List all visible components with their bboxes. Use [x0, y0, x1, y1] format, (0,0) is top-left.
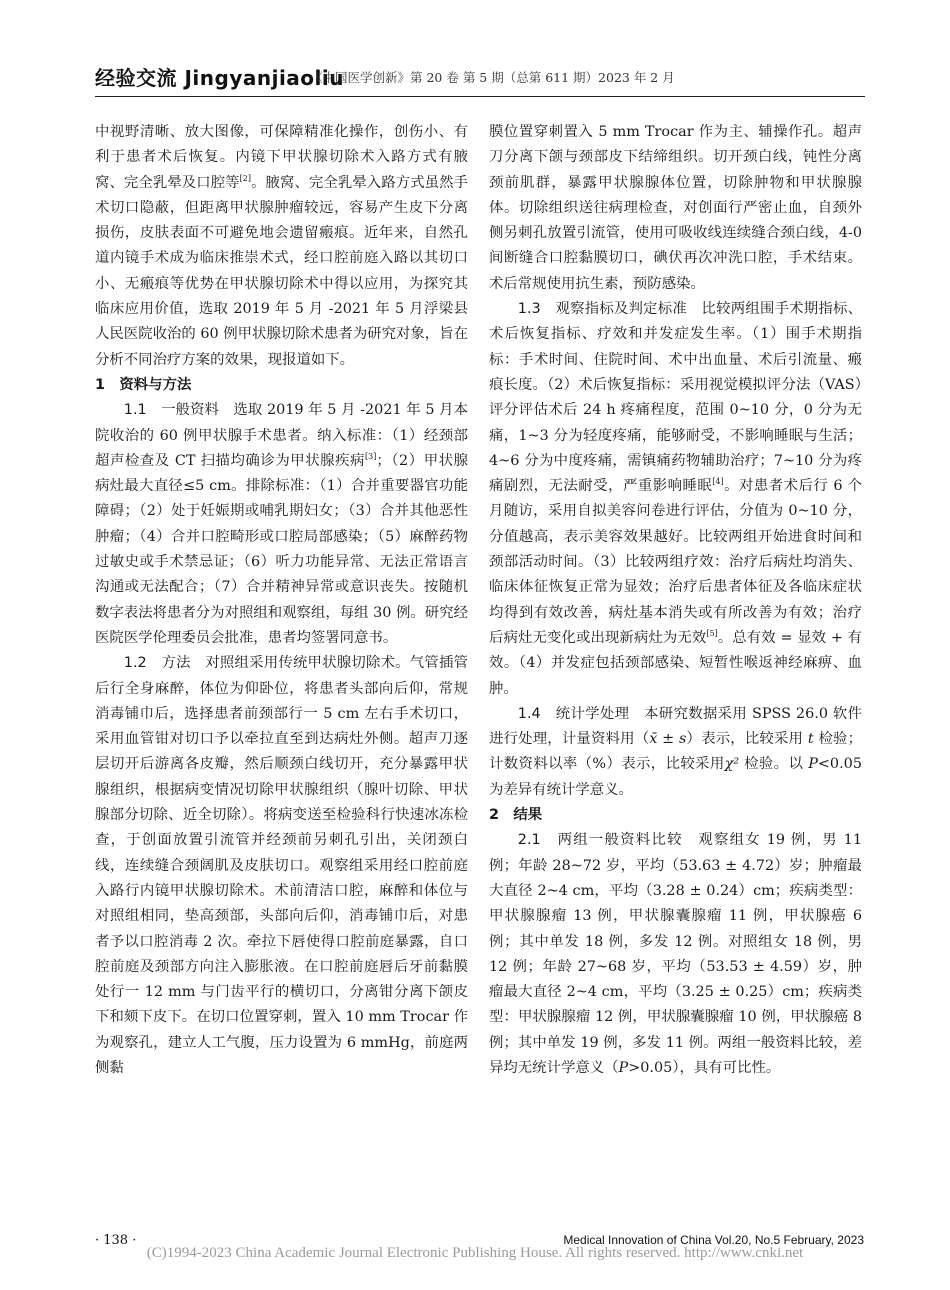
page-number: · 138 ·: [95, 1233, 137, 1248]
subsection-title: 1.1 一般资料: [123, 402, 219, 419]
section-2-1-paragraph: 2.1 两组一般资料比较 观察组女 19 例，男 11 例；年龄 28~72 岁，平均（53.63 ± 4.72）岁；肿瘤最大直径 2~4 cm，平均（3.28 ± 0.24）cm；疾病类型：甲状腺腺瘤 13 例，甲状腺囊腺瘤 11 例，甲状腺癌 6 例；其中单发 18 例，多发 12 例。对照组女 18 例，男 12 例；年龄 27~68 岁，平均（53.53 ± 4.59）岁，肿瘤最大直径 2~4 cm，平均（3.25 ± 0.25）cm；疾病类型：甲状腺腺瘤 12 例，甲状腺囊腺瘤 10 例，甲状腺癌 8 例；其中单发 19 例，多发 11 例。两组一般资料比较，差异均无统计学意义（P>0.05），具有可比性。: [489, 832, 862, 1076]
math-t: t: [807, 731, 814, 748]
method-continued-paragraph: 膜位置穿刺置入 5 mm Trocar 作为主、辅操作孔。超声刀分离下颌与颈部皮下结缔组织。切开颈白线，钝性分离颈前肌群，暴露甲状腺腺体位置，切除肿物和甲状腺腺体。切除组织送往病理检查，对创面行严密止血，自颈外侧另刺孔放置引流管，使用可吸收线连续缝合颈白线，4-0 间断缝合口腔黏膜切口，碘伏再次冲洗口腔，手术结束。术后常规使用抗生素，预防感染。: [489, 124, 862, 292]
subsection-title: 2.1 两组一般资料比较: [517, 832, 683, 849]
math-p: P: [618, 1059, 629, 1076]
copyright-watermark: (C)1994-2023 China Academic Journal Electronic Publishing House. All rights reserved. http://www.cnki.net: [146, 1245, 804, 1261]
header-rule: [95, 96, 865, 97]
citation-ref[interactable]: [2]: [239, 173, 251, 183]
journal-english: Medical Innovation of China Vol.20, No.5 February, 2023: [563, 1233, 864, 1247]
math-p: P: [808, 756, 818, 773]
section-1-2-paragraph: 1.2 方法 对照组采用传统甲状腺切除术。气管插管后行全身麻醉，体位为仰卧位，将患者头部向后仰，常规消毒铺巾后，选择患者前颈部行一 5 cm 左右手术切口，采用血管钳对切口予以牵拉直至到达病灶外侧。超声刀逐层切开后游离各皮瓣，然后顺颈白线切开，充分暴露甲状腺组织，根据病变情况切除甲状腺组织（腺叶切除、甲状腺部分切除、近全切除）。将病变送至检验科行快速冰冻检查，于创面放置引流管并经颈前另刺孔引出，关闭颈白线，连续缝合颈阔肌及皮肤切口。观察组采用经口腔前庭入路行内镜甲状腺切除术。术前清洁口腔，麻醉和体位与对照组相同，垫高颈部，头部向后仰，消毒铺巾后，对患者予以口腔消毒 2 次。牵拉下唇使得口腔前庭暴露，自口腔前庭及颈部方向注入膨胀液。在口腔前庭唇后牙前黏膜处行一 12 mm 与门齿平行的横切口，分离钳分离下颌皮下和颏下皮下。在切口位置穿刺，置入 10 mm Trocar 作为观察孔，建立人工气腹，压力设置为 6 mmHg，前庭两侧黏: [95, 655, 468, 1076]
column-brand: 经验交流 Jingyanjiaoliu: [95, 66, 344, 90]
left-column: [95, 120, 468, 1081]
math-chi-square: χ²: [724, 756, 740, 773]
journal-citation: 《中国医学创新》第 20 卷 第 5 期（总第 611 期）2023 年 2 月: [310, 70, 675, 85]
citation-ref[interactable]: [5]: [706, 629, 718, 639]
subsection-title: 1.4 统计学处理: [517, 705, 630, 722]
subsection-title: 1.3 观察指标及判定标准: [517, 301, 687, 318]
section-heading-methods: 1 资料与方法: [95, 376, 192, 393]
intro-paragraph: 中视野清晰、放大图像，可保障精准化操作，创伤小、有利于患者术后恢复。内镜下甲状腺切除术入路方式有腋窝、完全乳晕及口腔等[2]。腋窝、完全乳晕入路方式虽然手术切口隐蔽，但距离甲状腺肿瘤较远，容易产生皮下分离损伤，皮肤表面不可避免地会遗留瘢痕。近年来，自然孔道内镜手术成为临床推崇术式，经口腔前庭入路以其切口小、无瘢痕等优势在甲状腺切除术中得以应用，为探究其临床应用价值，选取 2019 年 5 月 -2021 年 5 月浮梁县人民医院收治的 60 例甲状腺切除术患者为研究对象，旨在分析不同治疗方案的效果，现报道如下。: [95, 124, 468, 368]
subsection-title: 1.2 方法: [123, 655, 191, 672]
section-heading-results: 2 结果: [489, 807, 543, 824]
page-header: [95, 60, 865, 96]
citation-ref[interactable]: [3]: [365, 452, 377, 462]
section-1-3-paragraph: 1.3 观察指标及判定标准 比较两组围手术期指标、术后恢复指标、疗效和并发症发生率。（1）围手术期指标：手术时间、住院时间、术中出血量、术后引流量、瘢痕长度。（2）术后恢复指标：采用视觉模拟评分法（VAS）评分评估术后 24 h 疼痛程度，范围 0~10 分，0 分为无痛，1~3 分为轻度疼痛，能够耐受，不影响睡眠与生活；4~6 分为中度疼痛，需镇痛药物辅助治疗；7~10 分为疼痛剧烈，无法耐受，严重影响睡眠[4]。对患者术后行 6 个月随访，采用自拟美容问卷进行评估，分值为 0~10 分，分值越高，表示美容效果越好。比较两组开始进食时间和颈部活动时间。（3）比较两组疗效：治疗后病灶均消失、临床体征恢复正常为显效；治疗后患者体征及各临床症状均得到有效改善，病灶基本消失或有所改善为有效；治疗后病灶无变化或出现新病灶为无效[5]。总有效 = 显效 + 有效。（4）并发症包括颈部感染、短暂性喉返神经麻痹、血肿。: [489, 301, 862, 697]
right-column: [489, 120, 862, 1081]
section-1-1-paragraph: 1.1 一般资料 选取 2019 年 5 月 -2021 年 5 月本院收治的 60 例甲状腺手术患者。纳入标准：（1）经颈部超声检查及 CT 扫描均确诊为甲状腺疾病[3]；（2）甲状腺病灶最大直径≤5 cm。排除标准：（1）合并重要器官功能障碍；（2）处于妊娠期或哺乳期妇女；（3）合并其他恶性肿瘤；（4）合并口腔畸形或口腔局部感染；（5）麻醉药物过敏史或手术禁忌证；（6）听力功能异常、无法正常语言沟通或无法配合；（7）合并精神异常或意识丧失。按随机数字表法将患者分为对照组和观察组，每组 30 例。研究经医院医学伦理委员会批准，患者均签署同意书。: [95, 402, 468, 646]
section-1-4-paragraph: 1.4 统计学处理 本研究数据采用 SPSS 26.0 软件进行处理，计量资料用（x̄ ± s）表示，比较采用 t 检验；计数资料以率（%）表示，比较采用χ² 检验。以 P<0.05 为差异有统计学意义。: [489, 705, 862, 798]
citation-ref[interactable]: [4]: [712, 477, 724, 487]
math-mean-sd: x̄ ± s: [649, 731, 687, 748]
